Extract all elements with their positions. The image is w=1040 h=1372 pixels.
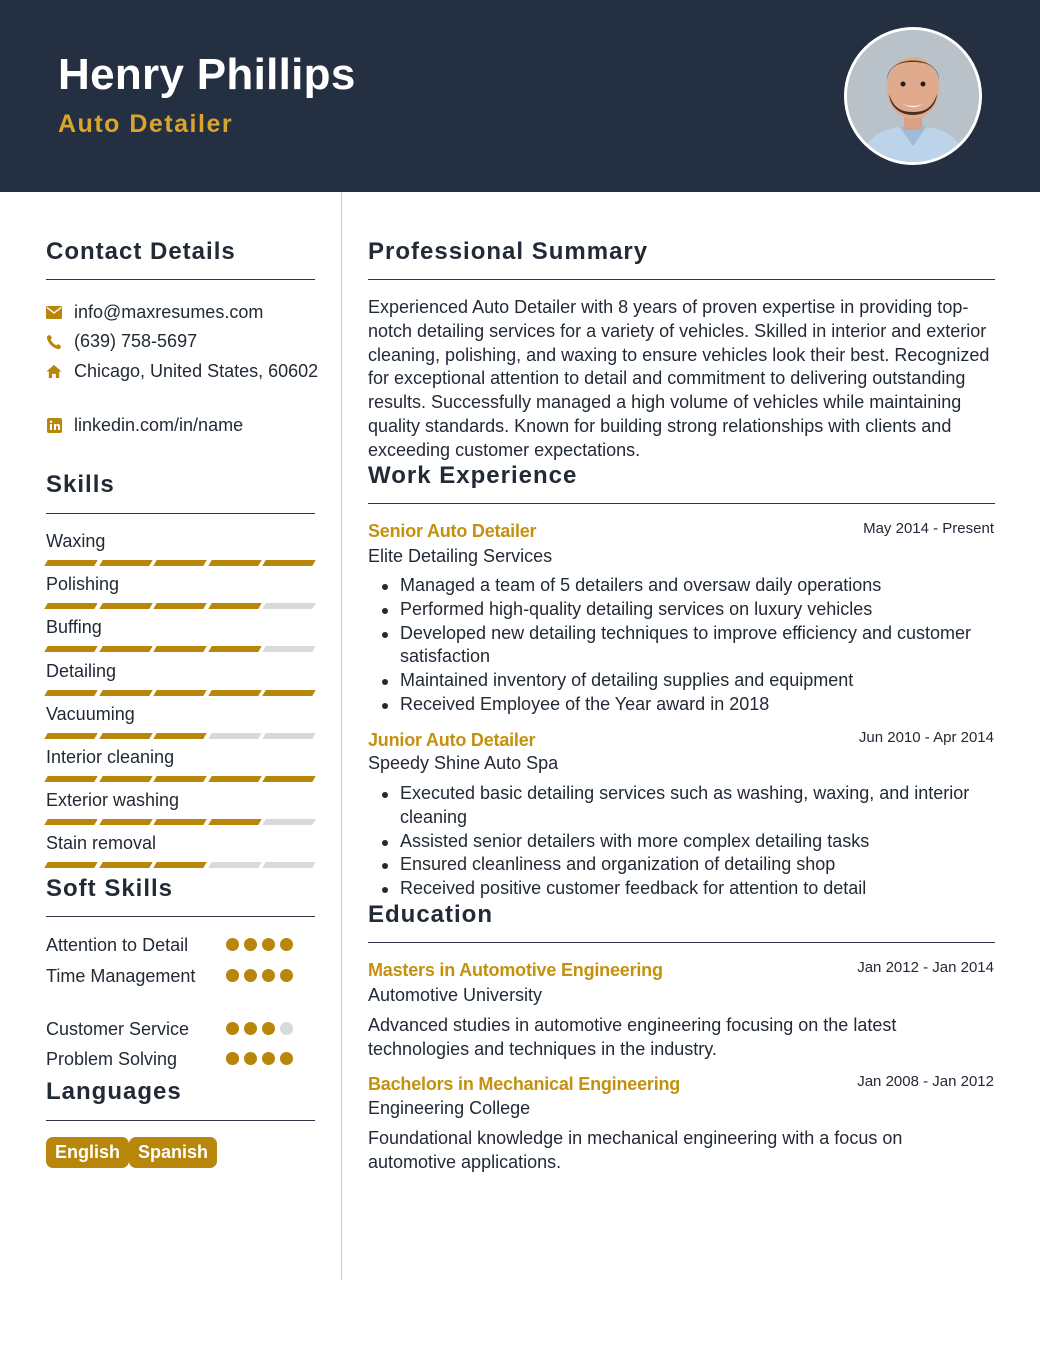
soft-skill-rating: [226, 969, 306, 983]
skill-level-bar: [46, 560, 314, 566]
rating-dot: [262, 1022, 275, 1035]
skill-level-segment: [208, 560, 261, 566]
skill-name: Polishing: [46, 574, 120, 594]
skill-level-segment: [153, 733, 206, 739]
school-name: Automotive University: [368, 985, 543, 1005]
skill-level-segment: [208, 646, 261, 652]
skill-name: Exterior washing: [46, 790, 180, 810]
rating-dot: [226, 938, 239, 951]
rating-dot: [280, 1022, 293, 1035]
skill-level-segment: [99, 560, 152, 566]
rating-dot: [226, 1052, 239, 1065]
skill-level-segment: [263, 862, 316, 868]
skill-level-segment: [208, 819, 261, 825]
job-bullet: Developed new detailing techniques to improve efficiency and customer satisfaction: [400, 622, 994, 670]
skill-name: Stain removal: [46, 833, 157, 853]
job-bullet: Received positive customer feedback for attention to detail: [400, 877, 994, 901]
home-icon: [46, 364, 62, 380]
soft-skill-rating: [226, 938, 306, 952]
contact-rule: [46, 279, 315, 280]
summary-rule: [368, 279, 995, 280]
rating-dot: [262, 969, 275, 982]
job-bullets: [400, 574, 994, 717]
linkedin-icon: [46, 418, 62, 434]
skill-level-segment: [44, 603, 97, 609]
job-title: Senior Auto Detailer: [368, 521, 537, 541]
rating-dot: [244, 1022, 257, 1035]
soft-skill-name: Customer Service: [46, 1019, 190, 1039]
rating-dot: [244, 969, 257, 982]
skill-name: Detailing: [46, 661, 117, 681]
rating-dot: [226, 969, 239, 982]
skill-level-segment: [44, 733, 97, 739]
soft-skill-name: Attention to Detail: [46, 935, 189, 955]
skill-level-segment: [99, 690, 152, 696]
skill-level-bar: [46, 733, 314, 739]
skill-level-segment: [44, 646, 97, 652]
skill-name: Vacuuming: [46, 704, 135, 724]
skill-level-segment: [99, 733, 152, 739]
languages-title: Languages: [46, 1078, 182, 1105]
degree-title: Bachelors in Mechanical Engineering: [368, 1074, 681, 1094]
contact-address-text: Chicago, United States, 60602: [74, 361, 319, 381]
rating-dot: [244, 938, 257, 951]
soft-skill-name: Time Management: [46, 966, 196, 986]
job-bullet: Executed basic detailing services such as washing, waxing, and interior cleaning: [400, 782, 994, 830]
skill-level-segment: [153, 819, 206, 825]
skill-level-segment: [208, 862, 261, 868]
job-dates: Jun 2010 - Apr 2014: [858, 729, 994, 746]
job-bullet: Performed high-quality detailing services on luxury vehicles: [400, 598, 994, 622]
soft-skill-rating: [226, 1022, 306, 1036]
soft-skill-rating: [226, 1052, 306, 1066]
soft-skills-rule: [46, 916, 315, 917]
rating-dot: [226, 1022, 239, 1035]
skill-level-segment: [44, 819, 97, 825]
skill-level-bar: [46, 776, 314, 782]
candidate-role: Auto Detailer: [58, 110, 234, 138]
skill-level-segment: [153, 560, 206, 566]
rating-dot: [244, 1052, 257, 1065]
degree-description: Advanced studies in automotive engineering focusing on the latest technologies and techniques in the industry.: [368, 1015, 897, 1059]
skill-level-segment: [208, 733, 261, 739]
contact-address: [46, 361, 318, 382]
skill-name: Interior cleaning: [46, 747, 175, 767]
job-company: Elite Detailing Services: [368, 546, 553, 566]
education-title: Education: [368, 901, 494, 928]
rating-dot: [262, 938, 275, 951]
skills-title: Skills: [46, 471, 115, 498]
phone-icon: [46, 334, 62, 350]
degree-description: Foundational knowledge in mechanical engineering with a focus on automotive applications.: [368, 1128, 903, 1172]
skill-level-segment: [263, 646, 316, 652]
contact-linkedin[interactable]: [46, 415, 243, 436]
profile-photo: [844, 27, 982, 165]
contact-email-text: info@maxresumes.com: [74, 302, 264, 322]
education-rule: [368, 942, 995, 943]
skill-level-segment: [208, 603, 261, 609]
soft-skill-name: Problem Solving: [46, 1049, 178, 1069]
skill-name: Buffing: [46, 617, 102, 637]
job-bullet: Assisted senior detailers with more complex detailing tasks: [400, 830, 994, 854]
skill-level-segment: [263, 603, 316, 609]
job-bullet: Received Employee of the Year award in 2018: [400, 693, 994, 717]
summary-text: Experienced Auto Detailer with 8 years of proven expertise in providing top-notch detailing services for a variety of vehicles. Skilled in interior and exterior cleaning, polishing, and waxing to ensure vehicles look their best. Recognized for exceptional attention to detail and commitment to delivering outstanding results. Successfully managed a high volume of vehicles while maintaining quality standards. Known for building strong relationships with clients and exceeding customer expectations.: [368, 297, 990, 460]
soft-skills-title: Soft Skills: [46, 875, 174, 902]
contact-phone-text: (639) 758-5697: [74, 331, 198, 351]
skill-level-segment: [99, 776, 152, 782]
rating-dot: [280, 969, 293, 982]
school-name: Engineering College: [368, 1098, 531, 1118]
skill-level-segment: [263, 733, 316, 739]
summary-title: Professional Summary: [368, 238, 649, 265]
skill-level-segment: [99, 819, 152, 825]
envelope-icon: [46, 305, 62, 321]
skill-level-segment: [153, 603, 206, 609]
skill-level-segment: [44, 862, 97, 868]
skill-level-segment: [263, 819, 316, 825]
contact-linkedin-text: linkedin.com/in/name: [74, 415, 244, 435]
job-bullets: [400, 782, 994, 901]
resume-header: [0, 0, 1040, 192]
degree-dates: Jan 2012 - Jan 2014: [857, 959, 994, 976]
rating-dot: [280, 1052, 293, 1065]
skill-level-segment: [153, 646, 206, 652]
skill-level-segment: [99, 603, 152, 609]
languages-rule: [46, 1120, 315, 1121]
skill-level-segment: [44, 690, 97, 696]
skills-rule: [46, 513, 315, 514]
job-title: Junior Auto Detailer: [368, 730, 536, 750]
degree-title: Masters in Automotive Engineering: [368, 960, 663, 980]
skill-level-segment: [263, 776, 316, 782]
skill-level-segment: [44, 776, 97, 782]
language-badge: English: [46, 1137, 129, 1168]
skill-level-segment: [153, 776, 206, 782]
degree-dates: Jan 2008 - Jan 2012: [857, 1073, 994, 1090]
job-bullet: Managed a team of 5 detailers and oversaw daily operations: [400, 574, 994, 598]
skill-level-segment: [44, 560, 97, 566]
skill-level-segment: [153, 690, 206, 696]
column-divider: [341, 192, 342, 1280]
candidate-name: Henry Phillips: [58, 50, 356, 99]
skill-level-bar: [46, 603, 314, 609]
contact-title: Contact Details: [46, 238, 236, 265]
experience-rule: [368, 503, 995, 504]
experience-title: Work Experience: [368, 462, 578, 489]
job-bullet: Ensured cleanliness and organization of detailing shop: [400, 853, 994, 877]
skill-level-segment: [263, 690, 316, 696]
rating-dot: [280, 938, 293, 951]
job-bullet: Maintained inventory of detailing supplies and equipment: [400, 669, 994, 693]
skill-level-segment: [208, 776, 261, 782]
contact-phone[interactable]: [46, 331, 197, 352]
skill-level-bar: [46, 862, 314, 868]
language-badge: Spanish: [129, 1137, 217, 1168]
skill-level-bar: [46, 819, 314, 825]
skill-level-segment: [263, 560, 316, 566]
skill-name: Waxing: [46, 531, 106, 551]
profile-photo-icon: [847, 30, 979, 162]
skill-level-bar: [46, 646, 314, 652]
skill-level-segment: [99, 862, 152, 868]
skill-level-segment: [99, 646, 152, 652]
skill-level-segment: [153, 862, 206, 868]
rating-dot: [262, 1052, 275, 1065]
skill-level-segment: [208, 690, 261, 696]
skill-level-bar: [46, 690, 314, 696]
job-company: Speedy Shine Auto Spa: [368, 753, 559, 773]
job-dates: May 2014 - Present: [863, 520, 994, 537]
contact-email[interactable]: [46, 302, 263, 323]
